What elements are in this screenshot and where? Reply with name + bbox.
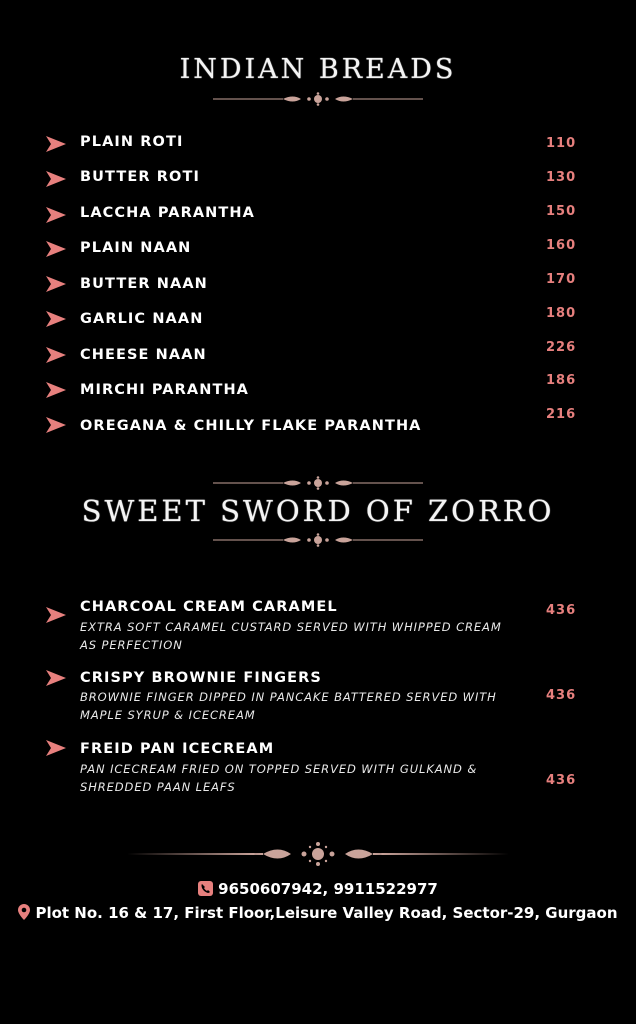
arrow-bullet-icon: [46, 207, 66, 223]
menu-item-price: 226: [546, 340, 577, 355]
menu-item-price: 150: [546, 204, 577, 219]
dessert-description-line: BROWNIE FINGER DIPPED IN PANCAKE BATTERED SERVED WITH: [80, 690, 497, 704]
menu-item-name: PLAIN ROTI: [80, 134, 184, 150]
divider-ornament-icon: [0, 92, 636, 106]
menu-item-price: 170: [546, 272, 577, 287]
dessert-description-line: PAN ICECREAM FRIED ON TOPPED SERVED WITH GULKAND &: [80, 762, 478, 776]
menu-item-price: 110: [546, 136, 577, 151]
menu-item-name: PLAIN NAAN: [80, 240, 192, 256]
address-line: [0, 904, 636, 922]
phone-numbers[interactable]: 9650607942, 9911522977: [218, 880, 438, 898]
menu-item-price: 216: [546, 407, 577, 422]
arrow-bullet-icon: [46, 347, 66, 363]
menu-item-name: LACCHA PARANTHA: [80, 205, 255, 221]
arrow-bullet-icon: [46, 276, 66, 292]
dessert-name: CHARCOAL CREAM CARAMEL: [80, 599, 338, 615]
arrow-bullet-icon: [46, 382, 66, 398]
dessert-name: FREID PAN ICECREAM: [80, 741, 275, 757]
divider-ornament-icon: [0, 533, 636, 547]
phone-line: [0, 880, 636, 898]
menu-item-name: MIRCHI PARANTHA: [80, 382, 249, 398]
dessert-name: CRISPY BROWNIE FINGERS: [80, 670, 322, 686]
address-text: Plot No. 16 & 17, First Floor,Leisure Valley Road, Sector-29, Gurgaon: [35, 904, 618, 922]
menu-item-price: 186: [546, 373, 577, 388]
arrow-bullet-icon: [46, 171, 66, 187]
arrow-bullet-icon: [46, 417, 66, 433]
dessert-description-line: EXTRA SOFT CARAMEL CUSTARD SERVED WITH WHIPPED CREAM: [80, 620, 502, 634]
divider-ornament-icon: [0, 476, 636, 490]
dessert-description-line: MAPLE SYRUP & ICECREAM: [80, 708, 256, 722]
dessert-description-line: SHREDDED PAAN LEAFS: [80, 780, 236, 794]
dessert-description-line: AS PERFECTION: [80, 638, 183, 652]
menu-item-name: BUTTER ROTI: [80, 169, 200, 185]
menu-item-name: BUTTER NAAN: [80, 276, 208, 292]
dessert-price: 436: [546, 773, 577, 788]
indian-breads-title: INDIAN BREADS: [179, 54, 457, 85]
menu-item-price: 160: [546, 238, 577, 253]
menu-item-price: 130: [546, 170, 577, 185]
menu-item-name: OREGANA & CHILLY FLAKE PARANTHA: [80, 418, 422, 434]
arrow-bullet-icon: [46, 136, 66, 152]
arrow-bullet-icon: [46, 241, 66, 257]
phone-icon: [198, 881, 213, 896]
menu-item-name: GARLIC NAAN: [80, 311, 204, 327]
dessert-price: 436: [546, 688, 577, 703]
menu-item-price: 180: [546, 306, 577, 321]
arrow-bullet-icon: [46, 740, 66, 756]
arrow-bullet-icon: [46, 311, 66, 327]
menu-item-name: CHEESE NAAN: [80, 347, 207, 363]
arrow-bullet-icon: [46, 670, 66, 686]
sweet-sword-title: SWEET SWORD OF ZORRO: [81, 494, 555, 528]
arrow-bullet-icon: [46, 607, 66, 623]
location-pin-icon: [18, 904, 30, 920]
dessert-price: 436: [546, 603, 577, 618]
footer-divider-ornament-icon: [0, 840, 636, 868]
